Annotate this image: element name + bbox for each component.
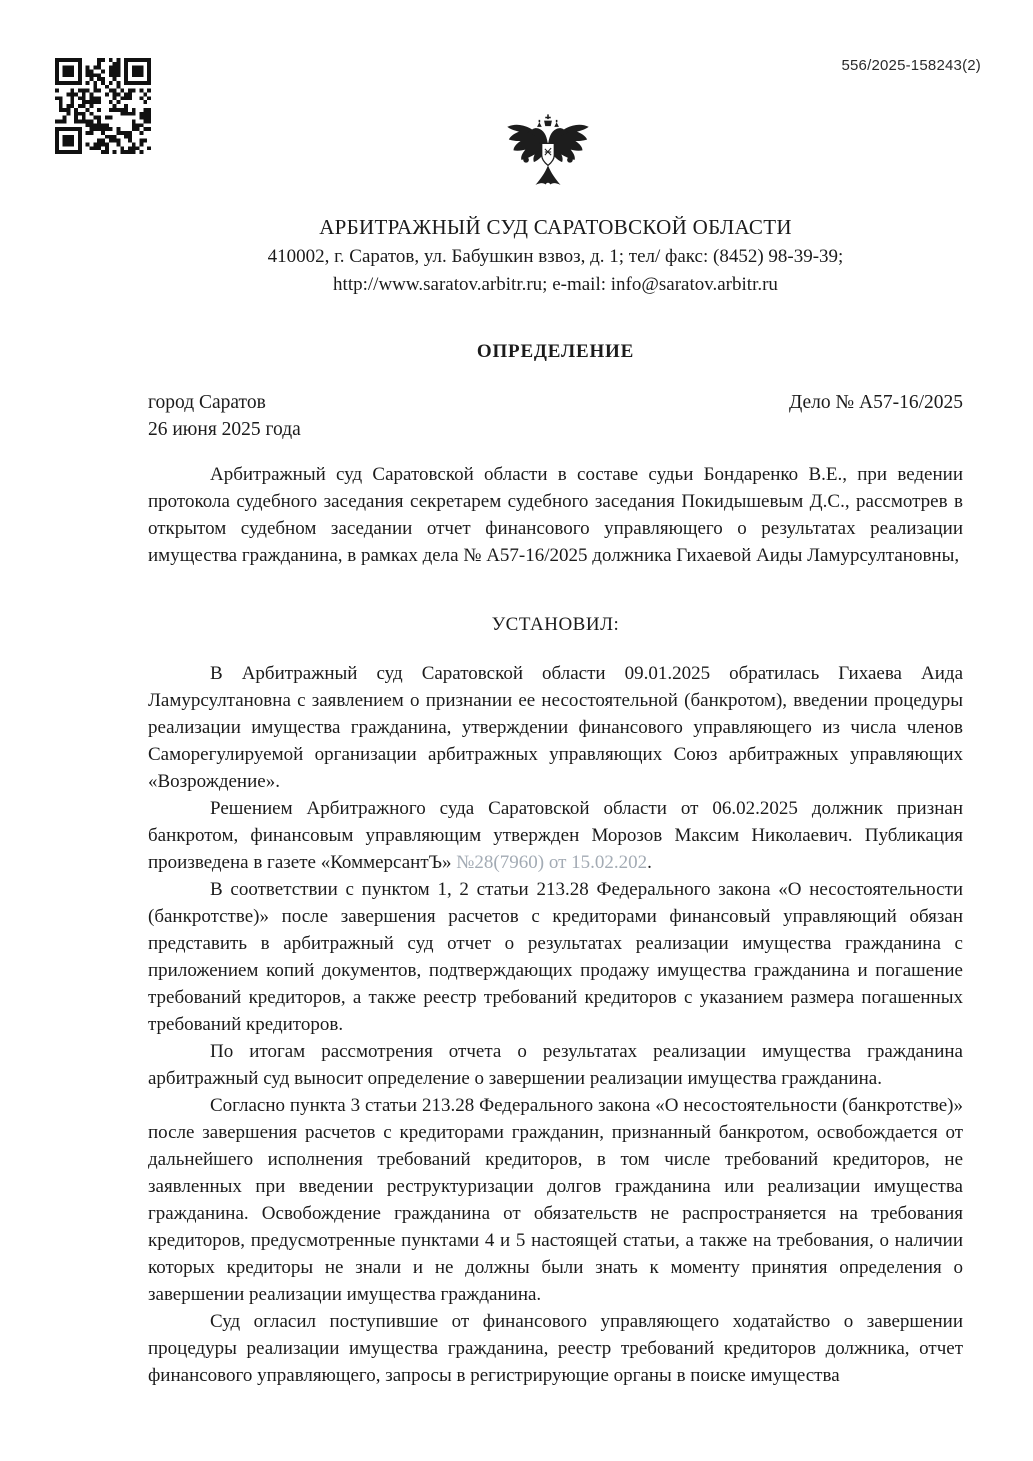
resolution-heading: УСТАНОВИЛ:: [491, 614, 620, 635]
body-paragraph: Суд огласил поступившие от финансового управляющего ходатайство о завершении процедуры реализации имущества гражданина, реестр требований кредиторов должника, отчет финансового управляющего, запросы в регистрирующие органы в поиске имущества: [148, 1311, 963, 1386]
paragraph-text: Решением Арбитражного суда Саратовской области от 06.02.2025 должник признан банкротом, финансовым управляющим утвержден Морозов Максим Николаевич. Публикация произведена в газете «КоммерсантЪ»: [148, 798, 963, 873]
case-city: город Саратов: [148, 392, 266, 413]
intro-section: [148, 461, 963, 569]
body-paragraph: Согласно пункта 3 статьи 213.28 Федерального закона «О несостоятельности (банкротстве)» после завершения расчетов с кредиторами гражданин, признанный банкротом, освобождается от дальнейшего исполнения требований кредиторов, в том числе требований кредиторов, не заявленных при введении реструктуризации долгов гражданина или реализации имущества гражданина. Освобождение гражданина от обязательств не распространяется на требования кредиторов, предусмотренные пунктами 4 и 5 настоящей статьи, а также на требования, о наличии которых кредиторы не знали и не должны были знать к моменту принятия определения о завершении реализации имущества гражданина.: [148, 1095, 963, 1305]
case-number: Дело № А57-16/2025: [788, 392, 963, 413]
russia-coat-of-arms-icon: [501, 108, 595, 196]
body-paragraph: [148, 795, 963, 876]
case-info-row: [148, 389, 963, 416]
document-title: ОПРЕДЕЛЕНИЕ: [476, 341, 635, 362]
court-contacts: http://www.saratov.arbitr.ru; e-mail: info@saratov.arbitr.ru: [333, 274, 778, 295]
court-name: АРБИТРАЖНЫЙ СУД САРАТОВСКОЙ ОБЛАСТИ: [319, 215, 792, 239]
document-number: 556/2025-158243(2): [841, 57, 981, 74]
body-paragraph: В соответствии с пунктом 1, 2 статьи 213.28 Федерального закона «О несостоятельности (банкротстве)» после завершения расчетов с кредиторами финансовый управляющий обязан представить в арбитражный суд отчет о результатах реализации имущества гражданина с приложением копий документов, подтверждающих продажу имущества гражданина и погашение требований кредиторов, а также реестр требований кредиторов с указанием размера погашенных требований кредиторов.: [148, 879, 963, 1035]
court-address: 410002, г. Саратов, ул. Бабушкин взвоз, д. 1; тел/ факс: (8452) 98-39-39;: [267, 246, 844, 267]
intro-paragraph: Арбитражный суд Саратовской области в составе судьи Бондаренко В.Е., при ведении протокола судебного заседания секретарем судебного заседания Покидышевым Д.С., рассмотрев в открытом судебном заседании отчет финансового управляющего о результатах реализации имущества гражданина, в рамках дела № А57-16/2025 должника Гихаевой Аиды Ламурсултановны,: [148, 464, 963, 566]
paragraph-text: .: [647, 852, 652, 873]
qr-code-icon: [55, 58, 151, 154]
case-date: 26 июня 2025 года: [148, 419, 301, 440]
body-paragraph: В Арбитражный суд Саратовской области 09.01.2025 обратилась Гихаева Аида Ламурсултановна с заявлением о признании ее несостоятельной (банкротом), введении процедуры реализации имущества гражданина, утверждении финансового управляющего из числа членов Саморегулируемой организации арбитражных управляющих Союз арбитражных управляющих «Возрождение».: [148, 663, 963, 792]
court-letterhead: [148, 212, 963, 299]
faded-publication-text: №28(7960) от 15.02.202: [456, 852, 648, 873]
body-paragraph: По итогам рассмотрения отчета о результатах реализации имущества гражданина арбитражный суд выносит определение о завершении реализации имущества гражданина.: [148, 1041, 963, 1089]
document-body: [148, 660, 963, 1389]
